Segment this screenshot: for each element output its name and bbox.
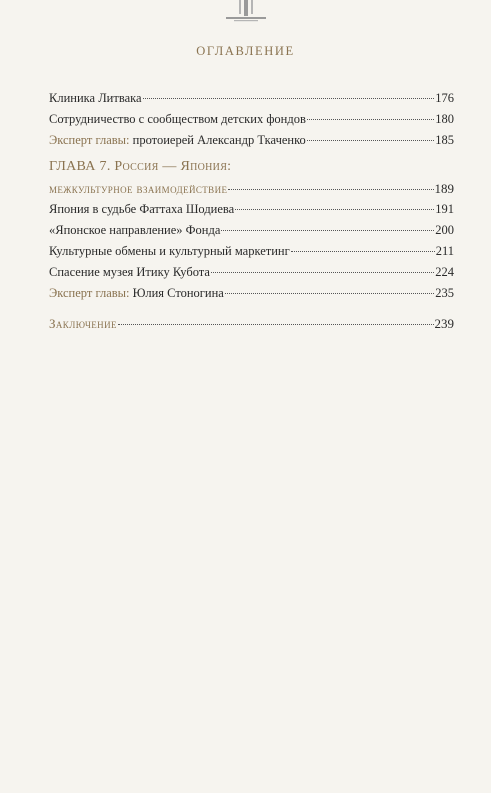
leader-dots: [221, 230, 434, 231]
header-ornament-icon: [220, 0, 272, 22]
toc-entry[interactable]: [49, 88, 454, 109]
toc-entry-expert[interactable]: [49, 283, 454, 304]
conclusion-title: Заключение: [49, 316, 117, 331]
toc-entry-title: Сотрудничество с сообществом детских фондов: [49, 112, 306, 126]
chapter-heading[interactable]: ГЛАВА 7. Россия — Япония:: [49, 159, 232, 174]
leader-dots: [225, 293, 434, 294]
toc-entry[interactable]: [49, 220, 454, 241]
leader-dots: [228, 189, 433, 190]
chapter-heading-entry[interactable]: [49, 178, 454, 199]
toc-entry[interactable]: [49, 109, 454, 130]
toc-entry-page: 224: [435, 265, 454, 279]
toc-entry-page: 211: [435, 244, 454, 258]
toc-entry-title: [49, 283, 224, 304]
toc-entry-title: Спасение музея Итику Кубота: [49, 265, 210, 279]
leader-dots: [307, 140, 434, 141]
toc-entry[interactable]: [49, 241, 454, 262]
chapter-subtitle: межкультурное взаимодействие: [49, 181, 228, 196]
toc-entry-page: 189: [434, 181, 454, 196]
toc-entry-page: 180: [435, 112, 454, 126]
toc-entry-page: 191: [435, 202, 454, 216]
toc-entry-expert[interactable]: [49, 130, 454, 151]
toc-entry-title: Япония в судьбе Фаттаха Шодиева: [49, 202, 235, 216]
toc-entry-title: Клиника Литвака: [49, 91, 142, 105]
toc-conclusion: [49, 313, 454, 334]
toc-entry-page: 176: [435, 91, 454, 105]
toc-entry-page: 239: [434, 316, 454, 331]
toc-entry-page: 200: [435, 223, 454, 237]
toc-entry[interactable]: [49, 199, 454, 220]
running-head: ОГЛАВЛЕНИЕ: [196, 44, 295, 58]
leader-dots: [143, 98, 435, 99]
leader-dots: [291, 251, 435, 252]
toc-entry-title: Культурные обмены и культурный маркетинг: [49, 244, 290, 258]
toc-entry[interactable]: [49, 262, 454, 283]
conclusion-entry[interactable]: [49, 313, 454, 334]
toc-entry-title: [49, 130, 306, 151]
toc-chapter-7: [49, 156, 454, 304]
leader-dots: [118, 324, 434, 325]
toc-block-1: [49, 88, 454, 151]
toc-entry-title: «Японское направление» Фонда: [49, 223, 221, 237]
expert-name: протоиерей Александр Ткаченко: [129, 133, 306, 147]
expert-label: Эксперт главы:: [49, 133, 130, 147]
leader-dots: [235, 209, 434, 210]
leader-dots: [211, 272, 434, 273]
toc-entry-page: 235: [435, 286, 454, 300]
toc-entry-page: 185: [435, 133, 454, 147]
expert-name: Юлия Стоногина: [129, 286, 224, 300]
expert-label: Эксперт главы:: [49, 286, 130, 300]
leader-dots: [307, 119, 434, 120]
